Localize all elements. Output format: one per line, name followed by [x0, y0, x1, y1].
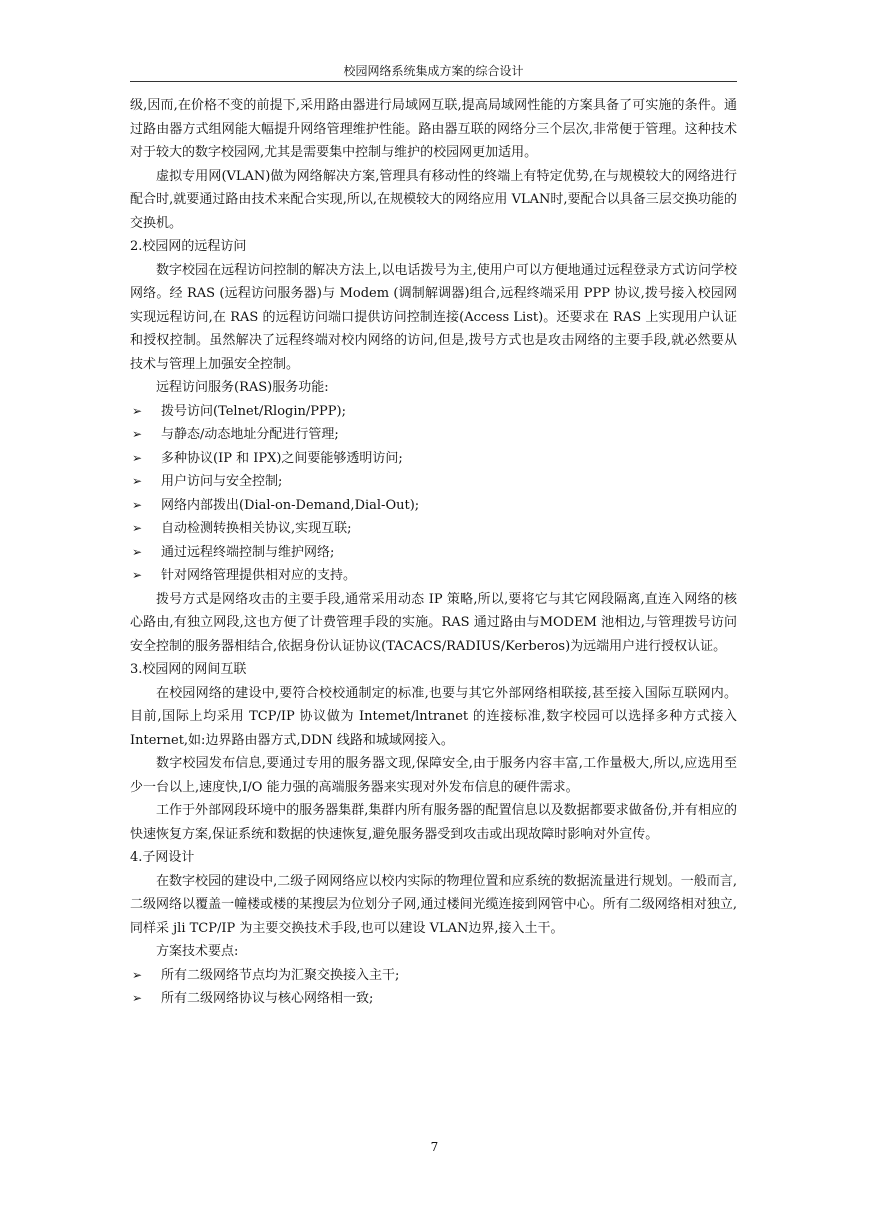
- list-item: [130, 494, 737, 518]
- arrow-bullet-icon: ➢: [132, 474, 143, 488]
- list-item: [130, 470, 737, 494]
- list-item: [130, 564, 737, 588]
- arrow-bullet-icon: ➢: [132, 521, 143, 535]
- arrow-bullet-icon: ➢: [132, 544, 143, 559]
- arrow-bullet-icon: ➢: [132, 991, 143, 1005]
- arrow-bullet-icon: ➢: [132, 450, 143, 465]
- bullet-list: [130, 964, 737, 1011]
- list-item: [130, 423, 737, 447]
- arrow-bullet-icon: ➢: [132, 568, 143, 582]
- page-header: [130, 62, 737, 82]
- list-item-text: 所有二级网络节点均为汇聚交换接入主干;: [161, 967, 400, 983]
- list-item-text: 网络内部拨出(Dial-on-Demand,Dial-Out);: [161, 497, 420, 513]
- section-heading: 3.校园网的网间互联: [130, 662, 247, 677]
- arrow-bullet-icon: ➢: [132, 497, 143, 512]
- list-item-text: 通过远程终端控制与维护网络;: [161, 544, 335, 560]
- paragraph: 数字校园在远程访问控制的解决方法上,以电话拨号为主,使用户可以方便地通过远程登录方式访问学校网络。经 RAS (远程访问服务器)与 Modem (调制解调器)组合,远程终端采用 PPP 协议,拨号接入校园网实现远程访问,在 RAS 的远程访问端口提供访问控制连接(Access List)。还要求在 RAS 上实现用户认证和授权控制。虽然解决了远程终端对校内网络的访问,但是,拨号方式也是攻击网络的主要手段,就必然要从技术与管理上加强安全控制。: [130, 262, 737, 372]
- paragraph: 级,因而,在价格不变的前提下,采用路由器进行局域网互联,提高局域网性能的方案具备了可实施的条件。通过路由器方式组网能大幅提升网络管理维护性能。路由器互联的网络分三个层次,非常便于管理。这种技术对于较大的数字校园网,尤其是需要集中控制与维护的校园网更加适用。: [130, 98, 737, 160]
- page-number: 7: [430, 1140, 439, 1154]
- bullet-list: [130, 400, 737, 588]
- paragraph: 数字校园发布信息,要通过专用的服务器文现,保障安全,由于服务内容丰富,工作量极大,所以,应选用至少一台以上,速度快,I/O 能力强的高端服务器来实现对外发布信息的硬件需求。: [130, 756, 737, 795]
- list-item: [130, 541, 737, 565]
- section-heading: 4.子网设计: [130, 850, 195, 865]
- section-heading: 2.校园网的远程访问: [130, 239, 247, 254]
- list-item-text: 针对网络管理提供相对应的支持。: [161, 568, 357, 583]
- list-item-text: 多种协议(IP 和 IPX)之间要能够透明访问;: [161, 450, 403, 466]
- list-item: [130, 987, 737, 1011]
- paragraph: 拨号方式是网络攻击的主要手段,通常采用动态 IP 策略,所以,要将它与其它网段隔离,直连入网络的核心路由,有独立网段,这也方便了计费管理手段的实施。RAS 通过路由与MODEM 池相边,与管理拨号访问安全控制的服务器相结合,依据身份认证协议(TACACS/RADIUS/Kerberos)为远端用户进行授权认证。: [130, 591, 737, 654]
- list-item-text: 自动检测转换相关协议,实现互联;: [161, 521, 352, 536]
- list-item-text: 拨号访问(Telnet/Rlogin/PPP);: [161, 403, 346, 419]
- paragraph: 工作于外部网段环境中的服务器集群,集群内所有服务器的配置信息以及数据都要求做备份,并有相应的快速恢复方案,保证系统和数据的快速恢复,避免服务器受到攻击或出现故障时影响对外宣传。: [130, 803, 737, 842]
- list-item: [130, 400, 737, 424]
- list-item: [130, 517, 737, 541]
- list-item: [130, 964, 737, 988]
- paragraph: 远程访问服务(RAS)服务功能:: [156, 380, 329, 395]
- paragraph: 方案技术要点:: [156, 944, 239, 959]
- arrow-bullet-icon: ➢: [132, 427, 143, 441]
- list-item: [130, 447, 737, 471]
- paragraph: 虚拟专用网(VLAN)做为网络解决方案,管理具有移动性的终端上有特定优势,在与规模较大的网络进行配合时,就要通过路由技术来配合实现,所以,在规模较大的网络应用 VLAN时,要配合以具备三层交换功能的交换机。: [130, 168, 737, 231]
- list-item-text: 所有二级网络协议与核心网络相一致;: [161, 991, 374, 1006]
- list-item-text: 与静态/动态地址分配进行管理;: [161, 427, 339, 442]
- paragraph: 在数字校园的建设中,二级子网网络应以校内实际的物理位置和应系统的数据流量进行规划。一般而言,二级网络以覆盖一幢楼或楼的某搜层为位划分子网,通过楼间光缆连接到网管中心。所有二级网络相对独立,同样采 jli TCP/IP 为主要交换技术手段,也可以建设 VLAN边界,接入土干。: [130, 873, 737, 936]
- header-title: 校园网络系统集成方案的综合设计: [343, 64, 524, 78]
- paragraph: 在校园网络的建设中,要符合校校通制定的标准,也要与其它外部网络相联接,甚至接入国际互联网内。目前,国际上均采用 TCP/IP 协议做为 Intemet/lntranet 的连接标准,数字校园可以选择多种方式接入 Internet,如:边界路由器方式,DDN 线路和城域网接入。: [130, 685, 737, 748]
- list-item-text: 用户访问与安全控制;: [161, 474, 283, 489]
- arrow-bullet-icon: ➢: [132, 967, 143, 982]
- arrow-bullet-icon: ➢: [132, 403, 143, 418]
- document-body: [130, 94, 737, 1011]
